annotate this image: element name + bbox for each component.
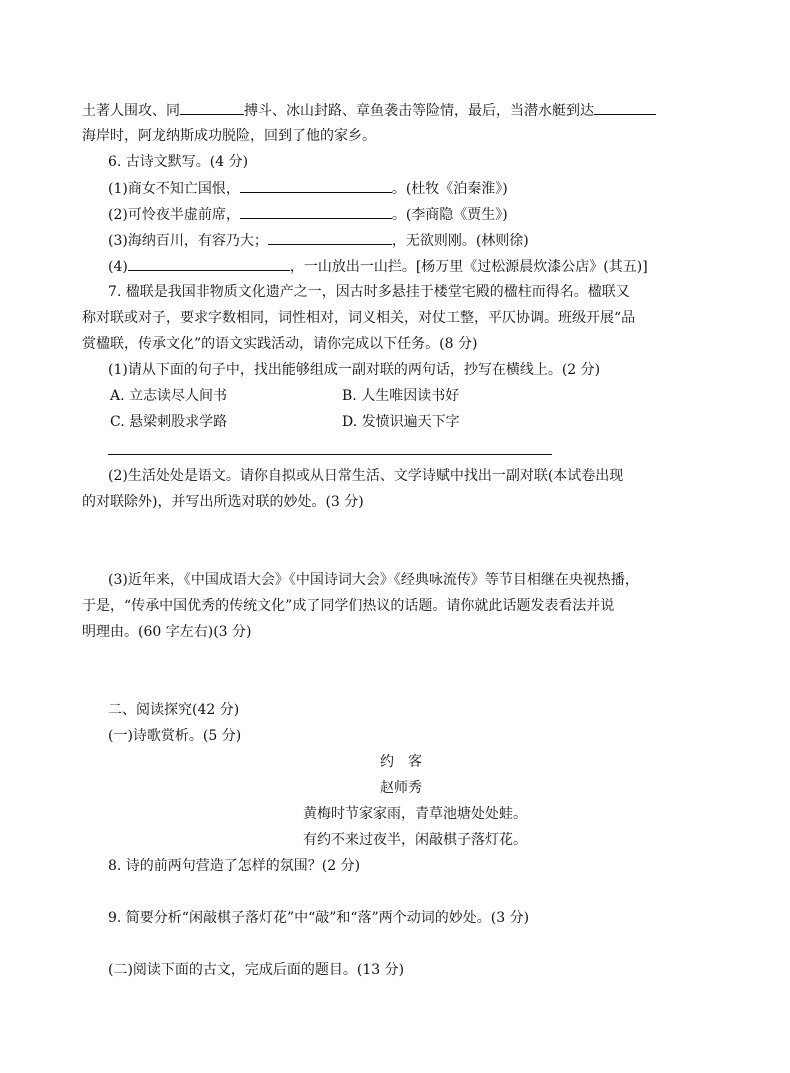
q7-subquestion-2-line-1: (2)生活处处是语文。请你自拟或从日常生活、文学诗赋中找出一副对联(本试卷出现 [108,468,624,484]
q6-item-2-text: (2)可怜夜半虚前席， [108,207,240,223]
q6-item-2-source: 。(李商隐《贾生》) [391,207,508,223]
question-8: 8. 诗的前两句营造了怎样的氛围？(2 分) [108,858,361,874]
q6-item-4-label: (4) [108,259,128,275]
intro-text-part2: 搏斗、冰山封路、章鱼袭击等险情，最后，当潜水艇到达 [244,103,594,119]
option-b: B. 人生唯因读书好 [342,388,460,404]
q7-subquestion-2-line-2: 的对联除外)，并写出所选对联的妙处。(3 分) [82,494,364,510]
q6-item-1-source: 。(杜牧《泊秦淮》) [391,181,508,197]
section-2-part-1: (一)诗歌赏析。(5 分) [108,728,242,744]
q6-item-1 [108,178,508,199]
intro-line-2: 海岸时，阿龙纳斯成功脱险，回到了他的家乡。 [82,128,376,144]
poem-line-1: 黄梅时节家家雨，青草池塘处处蛙。 [303,806,527,822]
q6-item-3-source: ，无欲则刚。(林则徐) [391,233,529,249]
q6-item-4-source: ，一山放出一山拦。[杨万里《过松源晨炊漆公店》(其五)] [289,259,648,275]
intro-line-1 [82,100,656,121]
question-6-title: 6. 古诗文默写。(4 分) [108,154,249,170]
option-d: D. 发愤识遍天下字 [342,414,460,430]
q7-subquestion-1: (1)请从下面的句子中，找出能够组成一副对联的两句话，抄写在横线上。(2 分) [108,362,601,378]
answer-blank[interactable] [268,230,392,245]
q6-item-1-text: (1)商女不知亡国恨， [108,181,240,197]
question-7-line-3: 赏楹联，传承文化”的语文实践活动，请你完成以下任务。(8 分) [82,336,478,352]
question-9: 9. 简要分析“闲敲棋子落灯花”中“敲”和“落”两个动词的妙处。(3 分) [108,910,530,926]
option-c: C. 悬梁刺股求学路 [110,414,228,430]
poem-author: 赵师秀 [380,780,422,796]
answer-blank[interactable] [240,204,392,219]
intro-text-part1: 土著人围攻、同 [82,103,180,119]
q7-subquestion-3-line-1: (3)近年来，《中国成语大会》《中国诗词大会》《经典咏流传》等节目相继在央视热播， [108,572,639,588]
blank-line[interactable] [180,100,244,115]
q6-item-2 [108,204,508,225]
answer-blank[interactable] [240,178,392,193]
poem-line-2: 有约不来过夜半，闲敲棋子落灯花。 [303,832,527,848]
q6-item-4 [108,256,648,277]
blank-line[interactable] [594,100,656,115]
question-7-line-2: 称对联或对子，要求字数相同，词性相对，词义相关，对仗工整，平仄协调。班级开展“品 [82,310,636,326]
section-2-title: 二、阅读探究(42 分) [108,702,240,718]
answer-line[interactable] [108,454,552,455]
poem-title: 约 客 [380,754,422,770]
section-2-part-2: (二)阅读下面的古文，完成后面的题目。(13 分) [108,962,405,978]
answer-blank[interactable] [128,256,290,271]
q6-item-3 [108,230,529,251]
option-a: A. 立志读尽人间书 [110,388,228,404]
q6-item-3-text: (3)海纳百川，有容乃大； [108,233,268,249]
q7-subquestion-3-line-2: 于是，“传承中国优秀的传统文化”成了同学们热议的话题。请你就此话题发表看法并说 [82,598,615,614]
q7-subquestion-3-line-3: 明理由。(60 字左右)(3 分) [82,624,252,640]
question-7-line-1: 7. 楹联是我国非物质文化遗产之一，因古时多悬挂于楼堂宅殿的楹柱而得名。楹联又 [108,284,630,300]
